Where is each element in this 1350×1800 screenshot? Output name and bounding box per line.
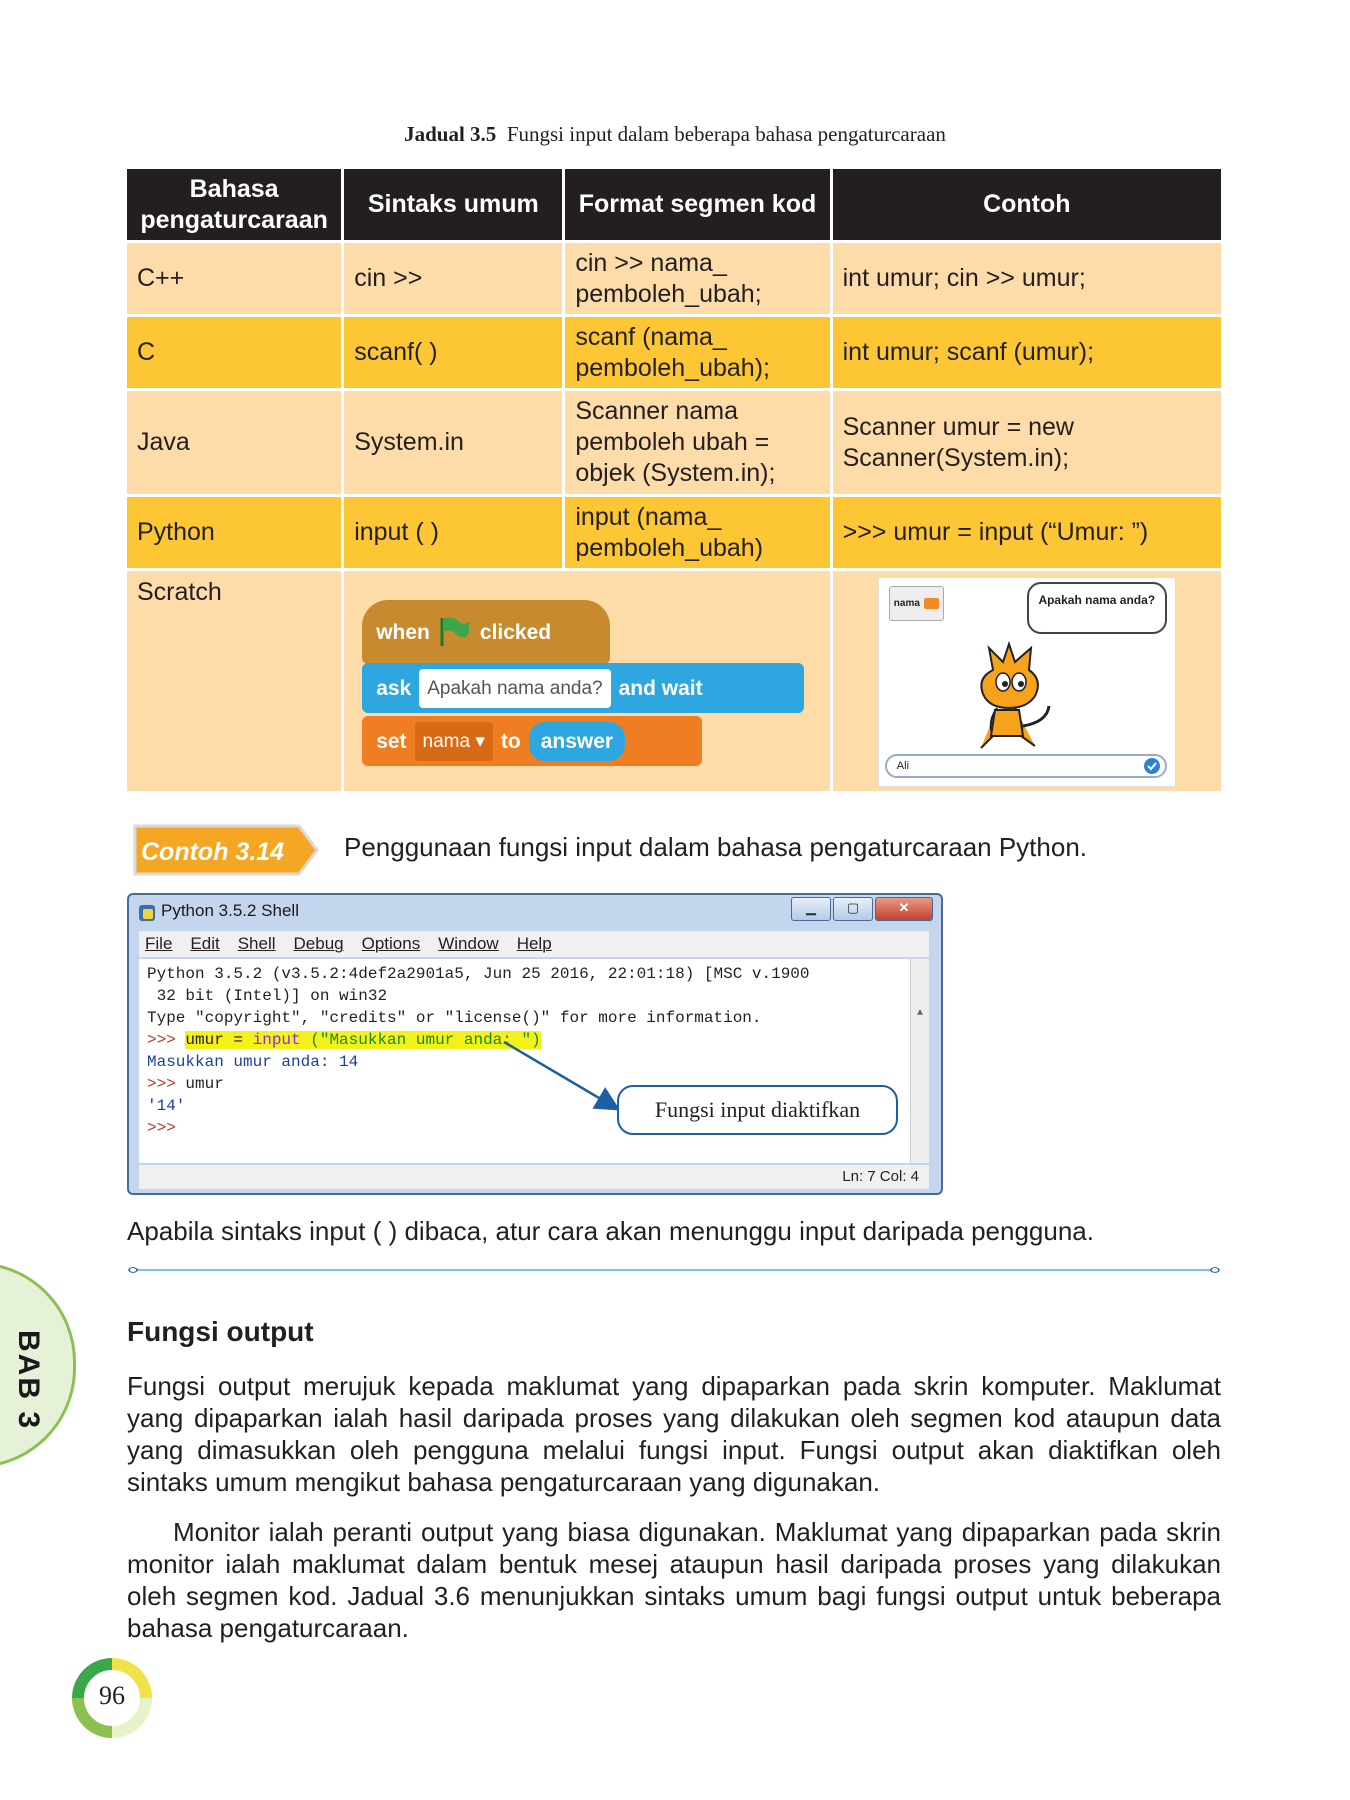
table-caption xyxy=(0,122,1350,147)
statement-string: ("Masukkan umur anda: ") xyxy=(300,1031,541,1049)
section-paragraph-2: Monitor ialah peranti output yang biasa digunakan. Maklumat yang dipaparkan pada skrin monitor ialah maklumat dalam bentuk mesej ataupun hasil daripada proses yang dilakukan oleh segmen kod. Jadual 3.6 menunjukkan sintaks umum bagi fungsi output untuk beberapa bahasa pengaturcaraan. xyxy=(127,1517,1221,1643)
section-heading: Fungsi output xyxy=(127,1316,314,1347)
cell-syntax: System.in xyxy=(344,391,565,497)
scratch-code-cell xyxy=(344,571,832,794)
window-controls xyxy=(791,897,933,921)
section-divider xyxy=(127,1267,1221,1273)
checkmark-icon xyxy=(1143,757,1161,775)
vertical-scrollbar[interactable] xyxy=(910,959,929,1163)
answer-input-value: Ali xyxy=(896,760,910,772)
table-row xyxy=(127,243,1221,317)
shell-line: '14' xyxy=(147,1097,186,1115)
shell-line: 32 bit (Intel)] on win32 xyxy=(147,987,388,1005)
answer-input-bar xyxy=(885,754,1167,778)
cell-language: Scratch xyxy=(127,571,344,794)
scratch-variable-dropdown xyxy=(415,722,493,761)
chapter-side-label-wrap xyxy=(6,1320,50,1440)
minimize-button[interactable]: ▁ xyxy=(791,897,831,921)
callout-box: Fungsi input diaktifkan xyxy=(617,1085,898,1135)
menu-shell[interactable]: Shell xyxy=(237,934,276,953)
highlighted-input-statement xyxy=(185,1031,540,1049)
menu-options[interactable]: Options xyxy=(361,934,421,953)
header-language: Bahasa pengaturcaraan xyxy=(127,169,344,243)
statement-function: input xyxy=(252,1031,301,1049)
menu-file[interactable]: File xyxy=(145,934,173,953)
scratch-set-label: set xyxy=(376,729,407,753)
page-number: 96 xyxy=(99,1681,125,1710)
chapter-side-label: BAB 3 xyxy=(12,1329,46,1431)
scratch-clicked-label: clicked xyxy=(479,620,552,644)
cell-syntax: scanf( ) xyxy=(344,317,565,391)
scratch-variable-name: nama xyxy=(422,730,471,752)
shell-prompt: >>> xyxy=(147,1031,186,1049)
scratch-when-label: when xyxy=(376,620,430,644)
callout-arrow xyxy=(500,1040,630,1120)
cell-language: C xyxy=(127,317,344,391)
scratch-stage-cell xyxy=(833,571,1221,794)
cell-language: C++ xyxy=(127,243,344,317)
cell-syntax: input ( ) xyxy=(344,497,565,571)
shell-line-text: umur xyxy=(185,1075,224,1093)
cell-format: input (nama_ pemboleh_ubah) xyxy=(565,497,832,571)
input-functions-table xyxy=(127,169,1221,794)
shell-line: Masukkan umur anda: 14 xyxy=(147,1053,359,1071)
table-caption-label: Jadual 3.5 xyxy=(404,122,497,146)
cell-format: scanf (nama_ pemboleh_ubah); xyxy=(565,317,832,391)
python-icon xyxy=(137,903,157,923)
section-paragraph-1: Fungsi output merujuk kepada maklumat yang dipaparkan pada skrin komputer. Maklumat yang dipaparkan ialah hasil daripada proses yang dilakukan oleh segmen kod ataupun data yang dimasukkan oleh pengguna melalui fungsi input. Fungsi output akan diaktifkan oleh sintaks umum mengikut bahasa pengaturcaraan yang digunakan. xyxy=(127,1371,1221,1497)
cell-example: int umur; scanf (umur); xyxy=(833,317,1221,391)
header-syntax: Sintaks umum xyxy=(344,169,565,243)
menu-window[interactable]: Window xyxy=(438,934,499,953)
menu-help[interactable]: Help xyxy=(516,934,552,953)
scratch-ask-label: ask xyxy=(376,676,412,700)
shell-prompt: >>> xyxy=(147,1075,186,1093)
contoh-description: Penggunaan fungsi input dalam bahasa pengaturcaraan Python. xyxy=(344,832,1088,862)
scratch-hat-block xyxy=(362,600,610,664)
shell-line: Python 3.5.2 (v3.5.2:4def2a2901a5, Jun 25 2016, 22:01:18) [MSC v.1900 xyxy=(147,965,810,983)
window-title: Python 3.5.2 Shell xyxy=(161,901,299,920)
scratch-answer-reporter: answer xyxy=(529,722,625,761)
scratch-and-wait-label: and wait xyxy=(618,676,703,700)
menu-bar xyxy=(139,931,929,957)
statement-variable: umur = xyxy=(185,1031,253,1049)
after-shell-text: Apabila sintaks input ( ) dibaca, atur cara akan menunggu input daripada pengguna. xyxy=(127,1216,1094,1246)
menu-debug[interactable]: Debug xyxy=(293,934,344,953)
contoh-badge-text: Contoh 3.14 xyxy=(141,838,285,866)
cell-format: cin >> nama_ pemboleh_ubah; xyxy=(565,243,832,317)
speech-bubble: Apakah nama anda? xyxy=(1027,582,1167,634)
header-format: Format segmen kod xyxy=(565,169,832,243)
table-caption-text: Fungsi input dalam beberapa bahasa pengaturcaraan xyxy=(506,122,946,146)
shell-line: Type "copyright", "credits" or "license()" for more information. xyxy=(147,1009,762,1027)
scratch-cat-icon xyxy=(957,636,1057,752)
header-example: Contoh xyxy=(833,169,1221,243)
scroll-up-icon[interactable]: ▲ xyxy=(916,1008,923,1019)
menu-edit[interactable]: Edit xyxy=(190,934,220,953)
green-flag-icon xyxy=(438,616,472,648)
table-row xyxy=(127,391,1221,497)
dropdown-arrow-icon: ▾ xyxy=(475,730,485,752)
cell-example: Scanner umur = new Scanner(System.in); xyxy=(833,391,1221,497)
close-button[interactable]: ✕ xyxy=(875,897,933,921)
contoh-badge xyxy=(131,822,321,878)
cell-language: Python xyxy=(127,497,344,571)
table-row xyxy=(127,571,1221,794)
table-row xyxy=(127,497,1221,571)
cell-example: >>> umur = input (“Umur: ”) xyxy=(833,497,1221,571)
cell-format: Scanner nama pemboleh ubah = objek (System.in); xyxy=(565,391,832,497)
maximize-button[interactable]: ▢ xyxy=(833,897,873,921)
table-header-row xyxy=(127,169,1221,243)
cell-example: int umur; cin >> umur; xyxy=(833,243,1221,317)
shell-prompt: >>> xyxy=(147,1119,186,1137)
cell-syntax: cin >> xyxy=(344,243,565,317)
scratch-script xyxy=(344,571,804,791)
scratch-ask-input: Apakah nama anda? xyxy=(419,669,610,708)
status-bar: Ln: 7 Col: 4 xyxy=(139,1165,929,1189)
scratch-to-label: to xyxy=(500,729,521,753)
scratch-ask-block xyxy=(362,663,804,713)
variable-monitor-label: nama xyxy=(893,598,920,609)
scratch-set-block xyxy=(362,716,702,766)
table-row xyxy=(127,317,1221,391)
cell-language: Java xyxy=(127,391,344,497)
variable-monitor xyxy=(889,586,944,621)
scratch-stage xyxy=(878,577,1176,787)
